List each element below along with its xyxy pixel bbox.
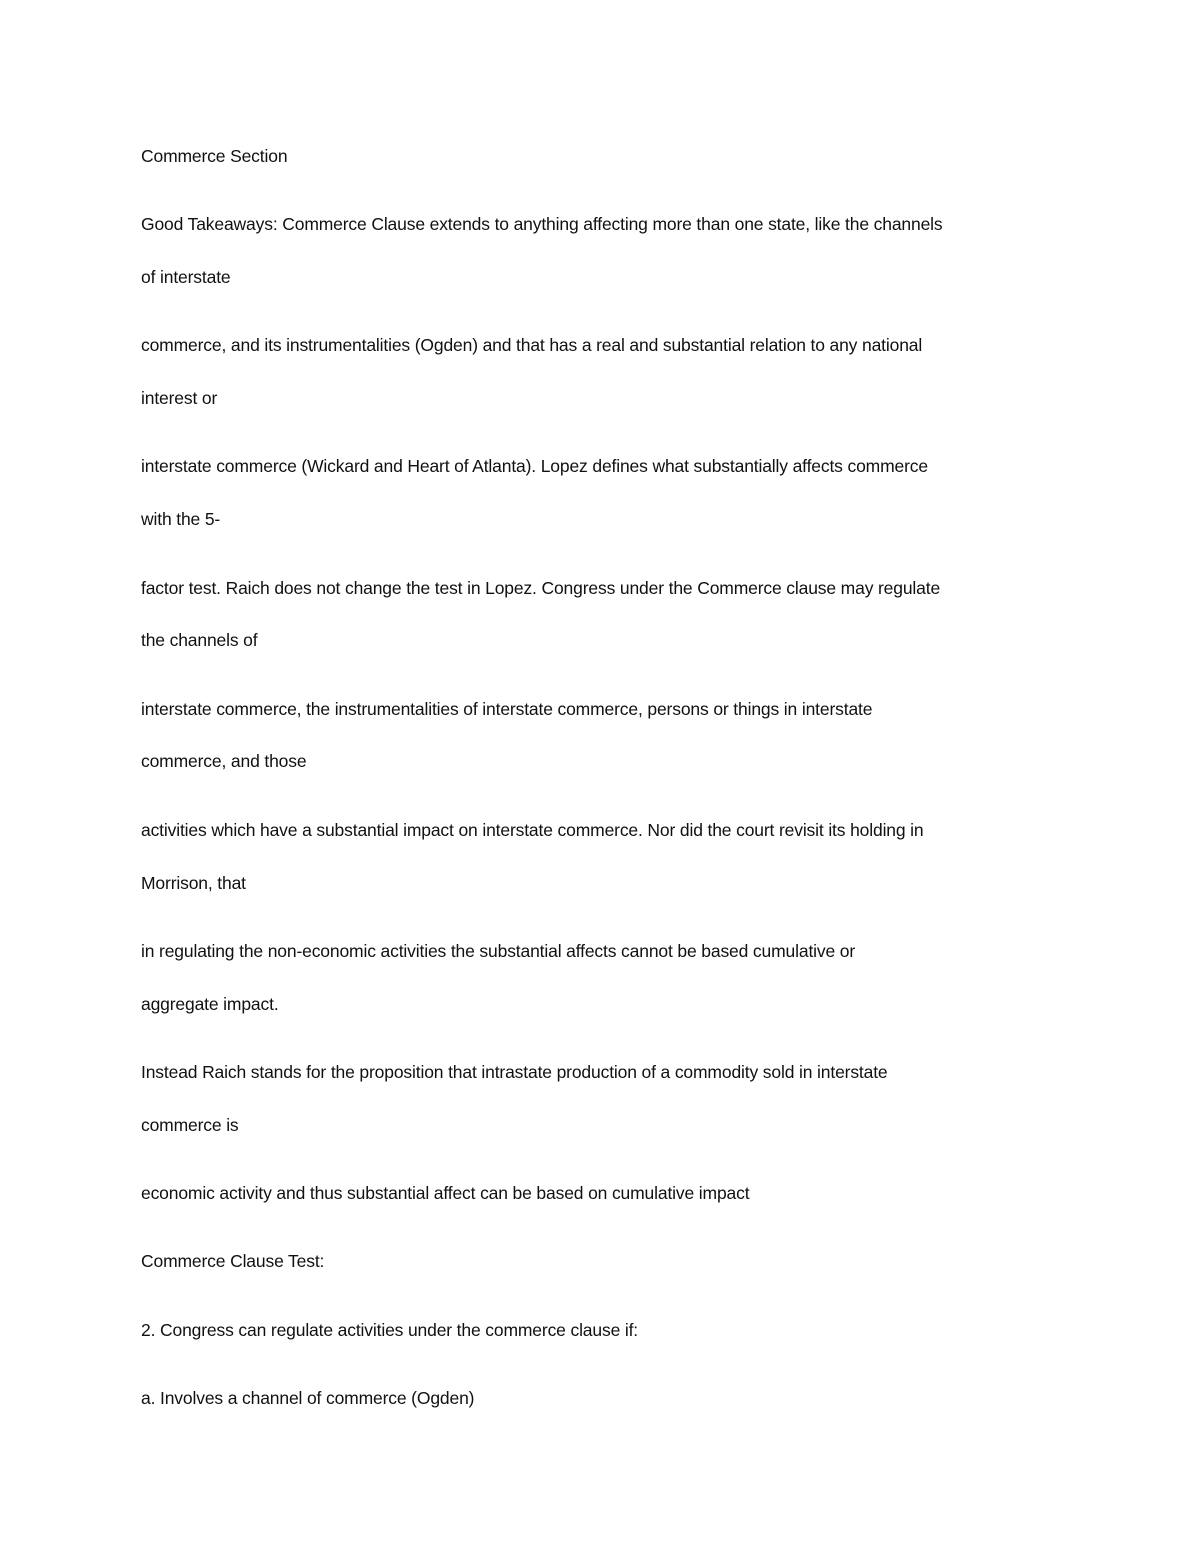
text-line: interstate commerce, the instrumentalities of interstate commerce, persons or things in interstate xyxy=(141,699,873,719)
text-line: factor test. Raich does not change the test in Lopez. Congress under the Commerce clause may regulate xyxy=(141,578,941,598)
section-heading: Commerce Section xyxy=(141,146,288,166)
text-line: interest or xyxy=(141,388,218,408)
text-line: economic activity and thus substantial affect can be based on cumulative impact xyxy=(141,1183,750,1203)
text-line: Good Takeaways: Commerce Clause extends to anything affecting more than one state, like the channels xyxy=(141,214,943,234)
text-line: of interstate xyxy=(141,267,231,287)
text-line: commerce, and its instrumentalities (Ogden) and that has a real and substantial relation to any national xyxy=(141,335,923,355)
text-line: commerce, and those xyxy=(141,751,307,771)
text-line: the channels of xyxy=(141,630,258,650)
text-line: aggregate impact. xyxy=(141,994,279,1014)
text-line: Instead Raich stands for the proposition that intrastate production of a commodity sold in interstate xyxy=(141,1062,888,1082)
section-heading: Commerce Clause Test: xyxy=(141,1251,325,1271)
text-line: Morrison, that xyxy=(141,873,246,893)
text-line: activities which have a substantial impact on interstate commerce. Nor did the court revisit its holding in xyxy=(141,820,924,840)
list-item: a. Involves a channel of commerce (Ogden) xyxy=(141,1388,475,1408)
list-item: 2. Congress can regulate activities under the commerce clause if: xyxy=(141,1320,639,1340)
text-line: with the 5- xyxy=(141,509,221,529)
text-line: commerce is xyxy=(141,1115,239,1135)
text-line: interstate commerce (Wickard and Heart of Atlanta). Lopez defines what substantially affects commerce xyxy=(141,456,928,476)
text-line: in regulating the non-economic activities the substantial affects cannot be based cumulative or xyxy=(141,941,856,961)
